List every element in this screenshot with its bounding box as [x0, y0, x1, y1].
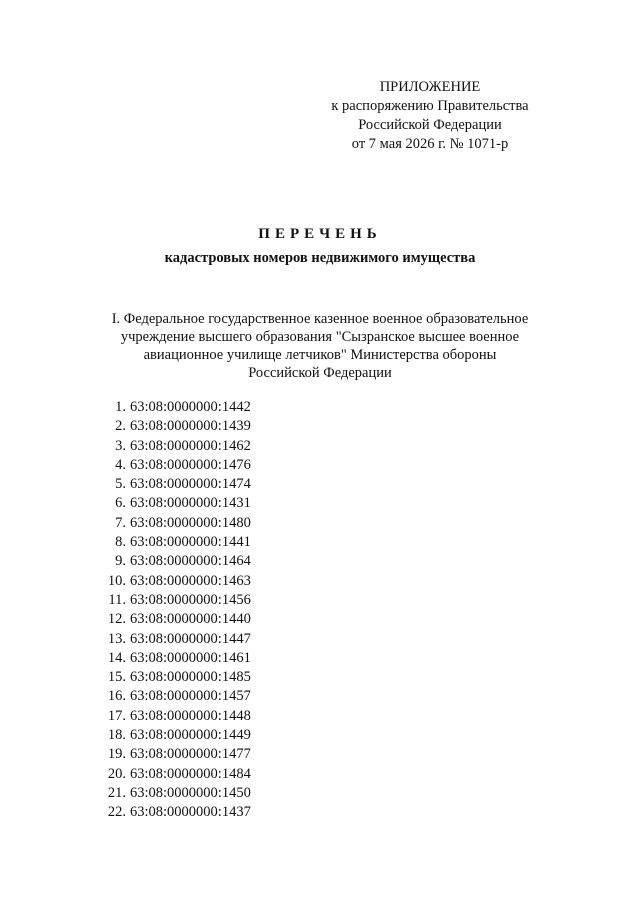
cadastral-number: 63:08:0000000:1462 — [130, 437, 251, 454]
item-number: 9. — [115, 553, 126, 570]
list-item — [0, 803, 640, 822]
cadastral-number: 63:08:0000000:1449 — [130, 727, 251, 744]
item-number: 10. — [107, 572, 126, 589]
cadastral-number: 63:08:0000000:1476 — [130, 456, 251, 473]
appendix-title: ПРИЛОЖЕНИЕ — [379, 79, 481, 95]
item-number: 11. — [108, 591, 126, 608]
list-item — [0, 514, 640, 533]
list-item — [0, 668, 640, 687]
item-number: 12. — [107, 611, 126, 628]
list-item — [0, 398, 640, 417]
section-heading-line: Российской Федерации — [248, 365, 392, 381]
item-number: 5. — [115, 476, 126, 493]
cadastral-number: 63:08:0000000:1464 — [130, 553, 251, 570]
item-number: 20. — [107, 765, 126, 782]
cadastral-number: 63:08:0000000:1480 — [130, 514, 251, 531]
item-number: 21. — [107, 784, 126, 801]
cadastral-number: 63:08:0000000:1431 — [130, 495, 251, 512]
cadastral-number: 63:08:0000000:1437 — [130, 804, 251, 821]
appendix-authority: Российской Федерации — [358, 117, 502, 133]
item-number: 19. — [107, 746, 126, 763]
list-item — [0, 630, 640, 649]
cadastral-number: 63:08:0000000:1439 — [130, 418, 251, 435]
document-title: ПЕРЕЧЕНЬ — [258, 226, 382, 242]
item-number: 7. — [115, 514, 126, 531]
cadastral-number: 63:08:0000000:1447 — [130, 630, 251, 647]
item-number: 2. — [115, 418, 126, 435]
list-item — [0, 765, 640, 784]
list-item — [0, 572, 640, 591]
list-item — [0, 591, 640, 610]
list-item — [0, 417, 640, 436]
list-item — [0, 726, 640, 745]
cadastral-number: 63:08:0000000:1456 — [130, 591, 251, 608]
list-item — [0, 552, 640, 571]
item-number: 14. — [107, 649, 126, 666]
cadastral-number: 63:08:0000000:1461 — [130, 649, 251, 666]
item-number: 18. — [107, 727, 126, 744]
item-number: 8. — [115, 534, 126, 551]
item-number: 17. — [107, 707, 126, 724]
cadastral-number-list — [0, 398, 640, 823]
list-item — [0, 745, 640, 764]
item-number: 13. — [107, 630, 126, 647]
list-item — [0, 610, 640, 629]
appendix-reference: к распоряжению Правительства — [331, 98, 529, 114]
list-item — [0, 494, 640, 513]
cadastral-number: 63:08:0000000:1441 — [130, 534, 251, 551]
cadastral-number: 63:08:0000000:1484 — [130, 765, 251, 782]
section-heading-line: I. Федеральное государственное казенное военное образовательное — [111, 311, 529, 327]
cadastral-number: 63:08:0000000:1440 — [130, 611, 251, 628]
list-item — [0, 784, 640, 803]
cadastral-number: 63:08:0000000:1474 — [130, 476, 251, 493]
item-number: 3. — [115, 437, 126, 454]
list-item — [0, 707, 640, 726]
cadastral-number: 63:08:0000000:1450 — [130, 784, 251, 801]
item-number: 6. — [115, 495, 126, 512]
cadastral-number: 63:08:0000000:1463 — [130, 572, 251, 589]
item-number: 1. — [115, 399, 126, 415]
item-number: 16. — [107, 688, 126, 705]
list-item — [0, 687, 640, 706]
section-heading — [80, 310, 560, 382]
cadastral-number: 63:08:0000000:1448 — [130, 707, 251, 724]
cadastral-number: 63:08:0000000:1485 — [130, 669, 251, 686]
section-heading-line: авиационное училище летчиков" Министерства обороны — [143, 347, 497, 363]
cadastral-number: 63:08:0000000:1442 — [130, 399, 251, 415]
appendix-header — [300, 78, 560, 154]
section-heading-line: учреждение высшего образования "Сызранское высшее военное — [120, 329, 520, 345]
document-subtitle: кадастровых номеров недвижимого имущества — [164, 250, 476, 266]
cadastral-number: 63:08:0000000:1477 — [130, 746, 251, 763]
item-number: 15. — [107, 669, 126, 686]
list-item — [0, 475, 640, 494]
cadastral-number: 63:08:0000000:1457 — [130, 688, 251, 705]
item-number: 4. — [115, 456, 126, 473]
appendix-date-number: от 7 мая 2026 г. № 1071-р — [351, 136, 509, 152]
list-item — [0, 649, 640, 668]
item-number: 22. — [107, 804, 126, 821]
list-item — [0, 456, 640, 475]
list-item — [0, 437, 640, 456]
list-item — [0, 533, 640, 552]
